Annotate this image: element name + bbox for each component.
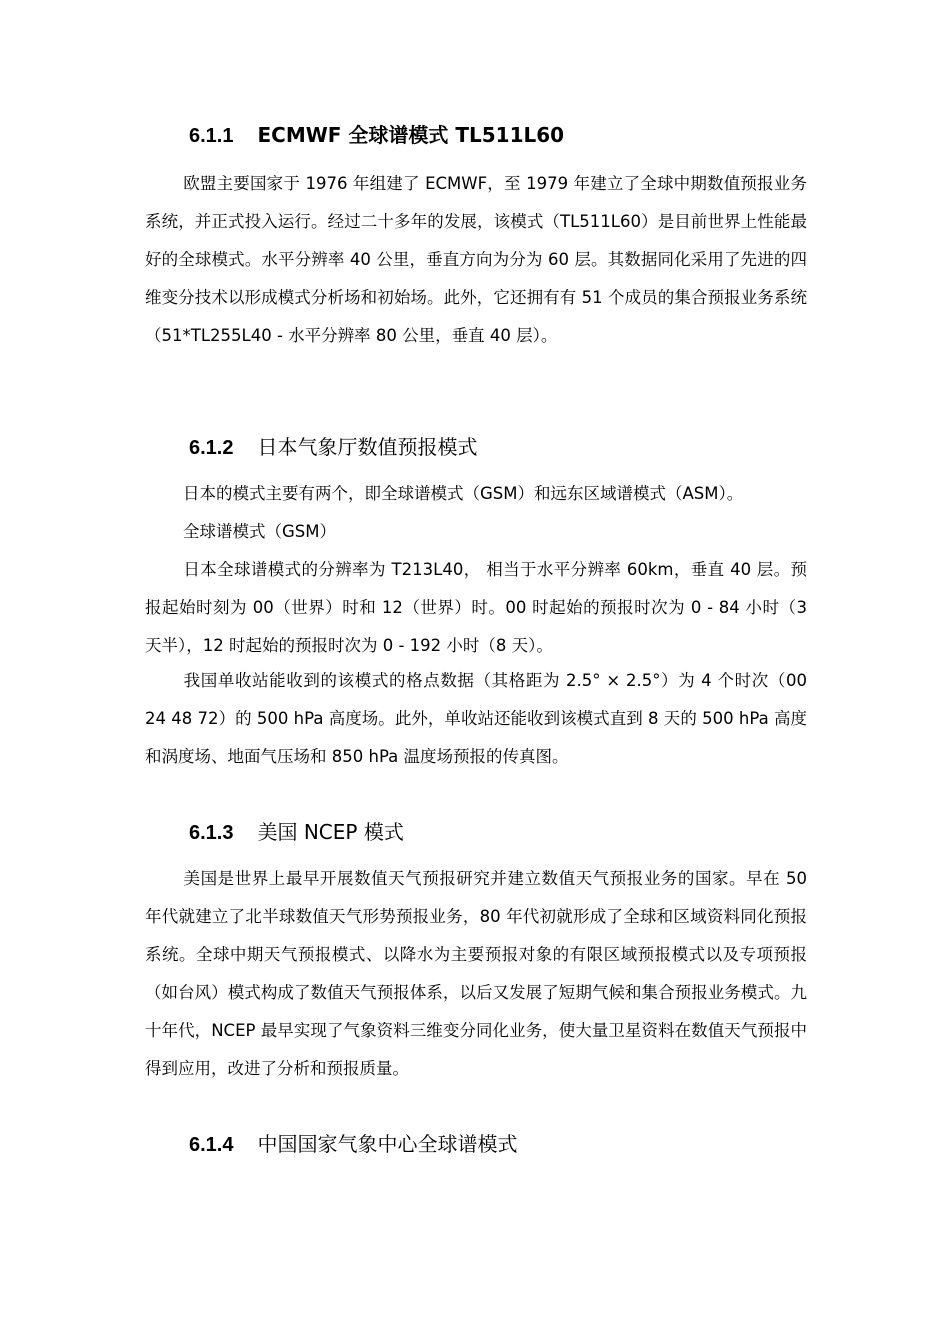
paragraph-text: 欧盟主要国家于 1976 年组建了 ECMWF，至 1979 年建立了全球中期数值预报业务系统，并正式投入运行。经过二十多年的发展，该模式（TL511L60）是目前世界上性能最好的全球模式。水平分辨率 40 公里，垂直方向为分为 60 层。其数据同化采用了先进的四维变分技术以形成模式分析场和初始场。此外，它还拥有有 51 个成员的集合预报业务系统（51*TL255L40 - 水平分辨率 80 公里，垂直 40 层）。 [145,174,807,345]
paragraph [145,165,807,355]
paragraph-text: 日本全球谱模式的分辨率为 T213L40， 相当于水平分辨率 60km，垂直 40 层。预报起始时刻为 00（世界）时和 12（世界）时。00 时起始的预报时次为 0 - 84 小时（3 天半），12 时起始的预报时次为 0 - 192 小时（8 天）。 [145,560,807,655]
paragraph-text: 日本的模式主要有两个，即全球谱模式（GSM）和远东区域谱模式（ASM）。 [183,484,744,503]
section-number: 6.1.1 [189,125,234,147]
section-number: 6.1.3 [189,822,234,844]
paragraph [183,475,807,513]
section-number: 6.1.2 [189,437,234,459]
section-title: 日本气象厅数值预报模式 [257,435,478,459]
sub-heading-text: 全球谱模式（GSM） [183,522,336,541]
section-title: ECMWF 全球谱模式 TL511L60 [257,123,565,147]
paragraph-text: 美国是世界上最早开展数值天气预报研究并建立数值天气预报业务的国家。早在 50 年代就建立了北半球数值天气形势预报业务，80 年代初就形成了全球和区域资料同化预报系统。全球中期天气预报模式、以降水为主要预报对象的有限区域预报模式以及专项预报（如台风）模式构成了数值天气预报体系，以后又发展了短期气候和集合预报业务模式。九十年代，NCEP 最早实现了气象资料三维变分同化业务，使大量卫星资料在数值天气预报中得到应用，改进了分析和预报质量。 [145,869,807,1078]
sub-heading [183,513,807,551]
paragraph-text: 我国单收站能收到的该模式的格点数据（其格距为 2.5° × 2.5°）为 4 个时次（00 24 48 72）的 500 hPa 高度场。此外，单收站还能收到该模式直到 8 天的 500 hPa 高度和涡度场、地面气压场和 850 hPa 温度场预报的传真图。 [145,671,807,766]
paragraph [145,662,807,776]
section-number: 6.1.4 [189,1134,234,1156]
paragraph [145,860,807,1088]
section-heading-6-1-3 [189,818,404,847]
section-heading-6-1-2 [189,433,477,462]
section-title: 美国 NCEP 模式 [257,820,404,844]
section-heading-6-1-1 [189,121,564,150]
section-heading-6-1-4 [189,1130,517,1159]
section-title: 中国国家气象中心全球谱模式 [257,1132,518,1156]
paragraph [145,551,807,665]
